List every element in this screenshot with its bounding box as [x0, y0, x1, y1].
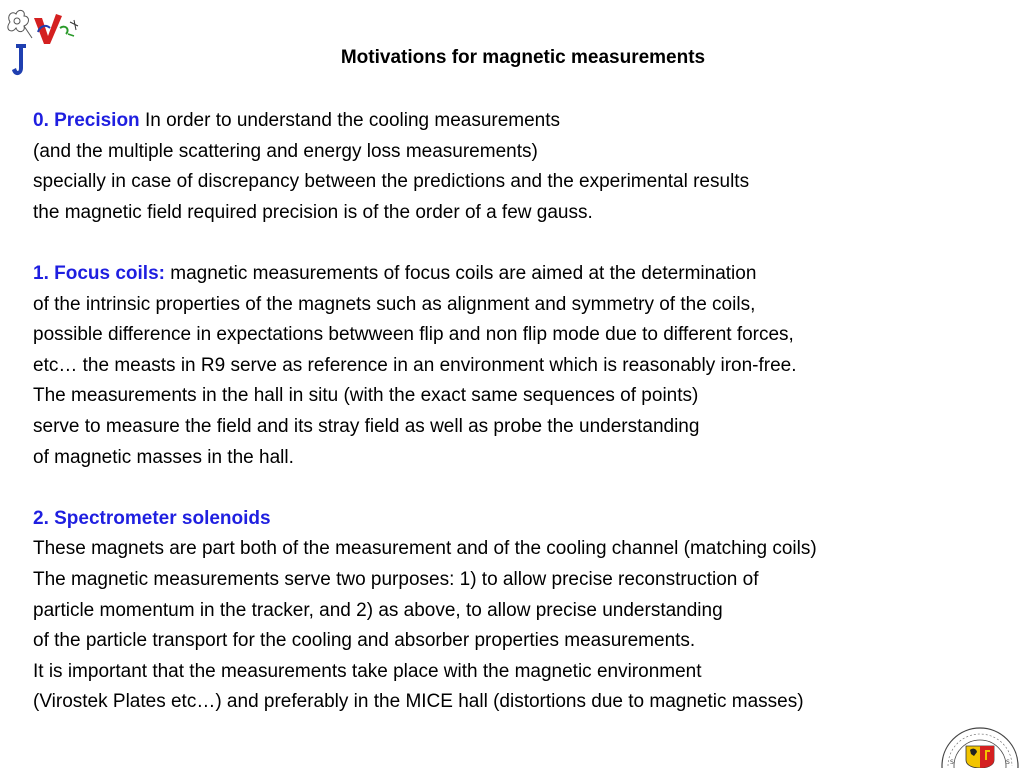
text-line: etc… the measts in R9 serve as reference in an environment which is reasonably iron-free.: [33, 354, 797, 376]
text-line: (Virostek Plates etc…) and preferably in the MICE hall (distortions due to magnetic masses): [33, 691, 804, 713]
section-heading: 1. Focus coils:: [33, 262, 165, 284]
text-line: particle momentum in the tracker, and 2) as above, to allow precise understanding: [33, 599, 723, 621]
text-line: The magnetic measurements serve two purposes: 1) to allow precise reconstruction of: [33, 568, 759, 590]
text-line: possible difference in expectations betwween flip and non flip mode due to different forces,: [33, 324, 794, 346]
text-line: [33, 504, 1013, 535]
text-line: specially in case of discrepancy between the predictions and the experimental results: [33, 171, 750, 193]
section-spectrometer-solenoids: [33, 504, 1013, 718]
section-text: In order to understand the cooling measurements: [144, 110, 561, 131]
section-focus-coils: [33, 259, 1013, 473]
text-line: serve to measure the field and its stray field as well as probe the understanding: [33, 415, 700, 437]
text-line: [33, 106, 1013, 137]
section-precision: [33, 106, 1013, 228]
section-heading: 0. Precision: [33, 110, 140, 131]
text-line: of the intrinsic properties of the magnets such as alignment and symmetry of the coils,: [33, 293, 756, 315]
text-line: the magnetic field required precision is of the order of a few gauss.: [33, 201, 593, 223]
slide-body: [33, 106, 1013, 748]
svg-text:S: S: [950, 759, 954, 766]
bottom-right-logo: [940, 726, 1020, 768]
text-line: It is important that the measurements take place with the magnetic environment: [33, 660, 702, 682]
text-line: The measurements in the hall in situ (with the exact same sequences of points): [33, 385, 699, 407]
text-line: [33, 259, 1013, 290]
section-text: magnetic measurements of focus coils are aimed at the determination: [170, 262, 757, 284]
text-line: of magnetic masses in the hall.: [33, 446, 294, 468]
text-line: of the particle transport for the cooling and absorber properties measurements.: [33, 630, 696, 652]
university-seal-icon: [940, 726, 1020, 768]
text-line: These magnets are part both of the measurement and of the cooling channel (matching coils): [33, 538, 817, 560]
svg-text:S: S: [1006, 759, 1010, 766]
section-heading: 2. Spectrometer solenoids: [33, 507, 271, 529]
text-line: (and the multiple scattering and energy loss measurements): [33, 140, 538, 162]
slide-title: Motivations for magnetic measurements: [340, 47, 706, 68]
